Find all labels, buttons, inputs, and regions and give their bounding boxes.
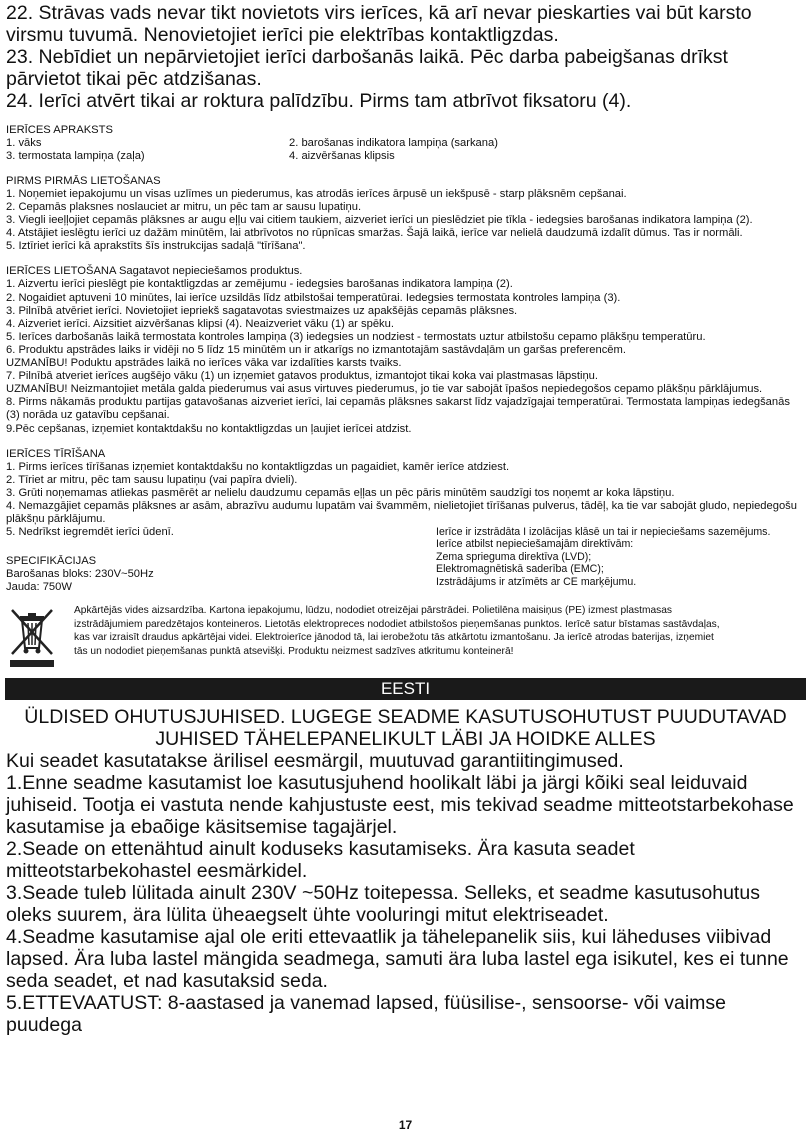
et-paragraph: 3.Seade tuleb lülitada ainult 230V ~50Hz toitepessa. Selleks, et seadme kasutusohutus oleks suurem, ära lülita üheaegselt ühte vooluringi mitut elektriseadet. [6,882,760,927]
et-paragraph: 4.Seadme kasutamise ajal ole eriti ettevaatlik ja tähelepanelik siis, kui läheduses viibivad lapsed. Ära luba lastel mängida seadmega, samuti ära luba lastel ega isikutel, kes ei tunne seda seadet, et nad kasutaksid seda. [6,926,789,993]
usage-item: 8. Pirms nākamās produktu partijas gatavošanas aizveriet ierīci, lai cepamās plāksnes sakarst līdz vajadzīgajai temperatūrai. Termostata lampiņas iedegšanās (3) norāda uz gatavību cepšanai. [6,396,790,422]
first-use-section [0,175,811,253]
cleaning-item: 5. Nedrīkst iegremdēt ierīci ūdenī. [6,526,174,539]
first-use-item: 2. Cepamās plaksnes noslauciet ar mitru, un pēc tam ar sausu lupatiņu. [6,201,362,214]
warning-23: 23. Nebīdiet un nepārvietojiet ierīci darbošanās laikā. Pēc darba pabeigšanas drīkst pārvietot tikai pēc atdzišanas. [6,46,728,90]
eco-line: izstrādājumiem paredzētajos konteineros. Lietotās elektropreces nododiet atbilstošos pieņemšanas punktos. Ierīcē satur bīstamas sastāvdaļas, [74,618,720,630]
et-heading [0,706,811,750]
cleaning-title: IERĪCES TĪRĪŠANA [6,447,106,460]
eco-line: tās un nododiet pieņemšanas punktā atsevišķi. Produktu neizmest sadzīves atkritumu konteinerā! [74,645,514,657]
et-paragraph: 2.Seade on ettenähtud ainult koduseks kasutamiseks. Ära kasuta seadet mitteotstarbekohastel eesmärkidel. [6,838,635,883]
usage-title: IERĪCES LIETOŠANA Sagatavot nepieciešamos produktus. [6,265,303,278]
eco-line: Apkārtējās vides aizsardzība. Kartona iepakojumu, lūdzu, nododiet otreizējai pārstrādei. Polietilēna maisiņus (PE) izmest plastmasas [74,605,672,617]
usage-item: 6. Produktu apstrādes laiks ir vidēji no 5 līdz 15 minūtēm un ir atkarīgs no izmantotajām sastāvdaļām un garšas preferencēm. [6,343,626,356]
cleaning-section [0,448,811,526]
et-paragraph: 1.Enne seadme kasutamist loe kasutusjuhend hoolikalt läbi ja järgi kõiki seal leiduvaid juhiseid. Tootja ei vastuta nende kahjustuste eest, mis tekivad seadme mitteotstarbekohase kasutamise ja ebaõige käsitsemise tagajärjel. [6,772,794,839]
description-item: 2. barošanas indikatora lampiņa (sarkana) [289,137,498,149]
lv-warnings [0,0,811,112]
usage-item: 2. Nogaidiet aptuveni 10 minūtes, lai ierīce uzsildās līdz atbilstošai temperatūrai. Iedegsies termostata kontroles lampiņa (3). [6,291,621,304]
spec-title: SPECIFIKĀCIJAS [6,555,97,568]
compliance-line: Ierīce ir izstrādāta I izolācijas klāsē un tai ir nepieciešams sazemējums. [436,526,771,539]
page-number: 17 [398,1118,413,1132]
compliance-line: Izstrādājums ir atzīmēts ar CE marķējumu. [436,575,637,588]
usage-item: 5. Ierīces darbošanās laikā termostata kontroles lampiņa (3) iedegsies un nodziest - termostats uztur atbilstošu cepamo plākšņu temperatūru. [6,330,706,343]
et-paragraph: 5.ETTEVAATUST: 8-aastased ja vanemad lapsed, füüsilise-, sensoorse- või vaimse puudega [6,992,727,1037]
first-use-item: 5. Iztīriet ierīci kā aprakstīts šīs instrukcijas sadaļā "tīrīšana". [6,240,306,253]
usage-item: 1. Aizvertu ierīci pieslēgt pie kontaktligzdas ar zemējumu - iedegsies barošanas indikatora lampiņa (2). [6,278,513,291]
usage-section [0,265,811,435]
warning-22: 22. Strāvas vads nevar tikt novietots virs ierīces, kā arī nevar pieskarties vai būt karsto virsmu tuvumā. Nenovietojiet ierīci pie elektrības kontaktligzdas. [6,2,752,46]
language-band: EESTI [5,678,806,700]
et-paragraph: Kui seadet kasutatakse ärilisel eesmärgil, muutuvad garantiitingimused. [6,750,624,773]
usage-item: 3. Pilnībā atvēriet ierīci. Novietojiet iepriekš sagatavotas sviestmaizes uz apakšējās cepamās plāksnes. [6,304,518,317]
spec-column [6,526,436,594]
eco-line: kas var izraisīt draudus apkārtējai videi. Elektroierīce jānodod tā, lai ierobežotu tās atkārtotu izmantošanu. Ja ierīcē atrodas baterijas, izņemiet [74,632,714,644]
eco-text [74,604,720,658]
usage-item: 9.Pēc cepšanas, izņemiet kontaktdakšu no kontaktligzdas un ļaujiet ierīcei atdzist. [6,422,412,435]
usage-item: 7. Pilnībā atveriet ierīces augšējo vāku (1) un izņemiet gatavos produktus, izmantojot tikai koka vai plastmasas lāpstiņu. [6,370,598,383]
first-use-item: 1. Noņemiet iepakojumu un visas uzlīmes un piederumus, kas atrodās ierīces ārpusē un iekšpusē - starp plāksnēm cepšanai. [6,188,627,200]
spec-compliance-row [0,526,811,594]
cleaning-item: 4. Nemazgājiet cepamās plāksnes ar asām, abrazīvu audumu lupatām vai švammēm, nielietojiet tīrīšanas pulverus, tādēļ, ka tie var sabojāt gludo, nepiedegošu plākšņu pārklājumu. [6,499,798,525]
compliance-line: Ierīce atbilst nepieciešamajām direktīvām: [436,538,634,551]
description-item: 1. vāks [6,137,42,149]
description-item: 4. aizvēršanas klipsis [289,150,395,162]
eco-section [0,604,811,670]
warning-24: 24. Ierīci atvērt tikai ar roktura palīdzību. Pirms tam atbrīvot fiksatoru (4). [6,90,632,112]
cleaning-item: 2. Tīriet ar mitru, pēc tam sausu lupatiņu (vai papīra dvieli). [6,473,298,486]
et-heading-line: JUHISED TÄHELEPANELIKULT LÄBI JA HOIDKE ALLES [155,728,656,751]
et-heading-line: ÜLDISED OHUTUSJUHISED. LUGEGE SEADME KASUTUSOHUTUST PUUDUTAVAD [24,706,787,729]
spec-line: Barošanas bloks: 230V~50Hz [6,568,154,581]
et-body [0,750,811,1036]
description-section [0,124,811,163]
usage-warning: UZMANĪBU! Neizmantojiet metāla galda piederumus vai asus virtuves piederumus, jo tie var sabojāt īpašos nepiedegošos cepamo plākšņu pārklājumus. [6,383,763,396]
description-item: 3. termostata lampiņa (zaļa) [6,150,145,162]
cleaning-item: 1. Pirms ierīces tīrīšanas izņemiet kontaktdakšu no kontaktligzdas un pagaidiet, kamēr ierīce atdziest. [6,460,510,473]
usage-item: 4. Aizveriet ierīci. Aizsitiet aizvēršanas klipsi (4). Neaizveriet vāku (1) ar spēku. [6,317,394,330]
first-use-item: 4. Atstājiet ieslēgtu ierīci uz dažām minūtēm, lai atbrīvotos no rūpnīcas smaržas. Šajā laikā, ierīce var nelielā daudzumā izdalīt dūmus. Tas ir normāli. [6,227,743,240]
description-title: IERĪCES APRAKSTS [6,124,113,136]
first-use-item: 3. Viegli ieeļļojiet cepamās plāksnes ar augu eļļu vai citiem taukiem, aizveriet ierīci un pieslēdziet pie tīkla - iedegsies barošanas indikatora lampiņa (2). [6,214,753,227]
compliance-line: Zema sprieguma direktīva (LVD); [436,550,592,563]
cleaning-item: 3. Grūti noņemamas atliekas pasmērēt ar nelielu daudzumu cepamās eļļas un pēc pāris minūtēm saudzīgi tos noņemt ar koka lāpstiņu. [6,486,675,499]
compliance-column [436,526,805,594]
usage-warning: UZMANĪBU! Poduktu apstrādes laikā no ierīces vāka var izdalīties karsts tvaiks. [6,357,402,370]
crossed-out-bin-icon [6,604,66,670]
first-use-title: PIRMS PIRMĀS LIETOŠANAS [6,175,161,187]
spec-line: Jauda: 750W [6,581,72,594]
compliance-line: Elektromagnētiskā saderība (EMC); [436,563,604,576]
